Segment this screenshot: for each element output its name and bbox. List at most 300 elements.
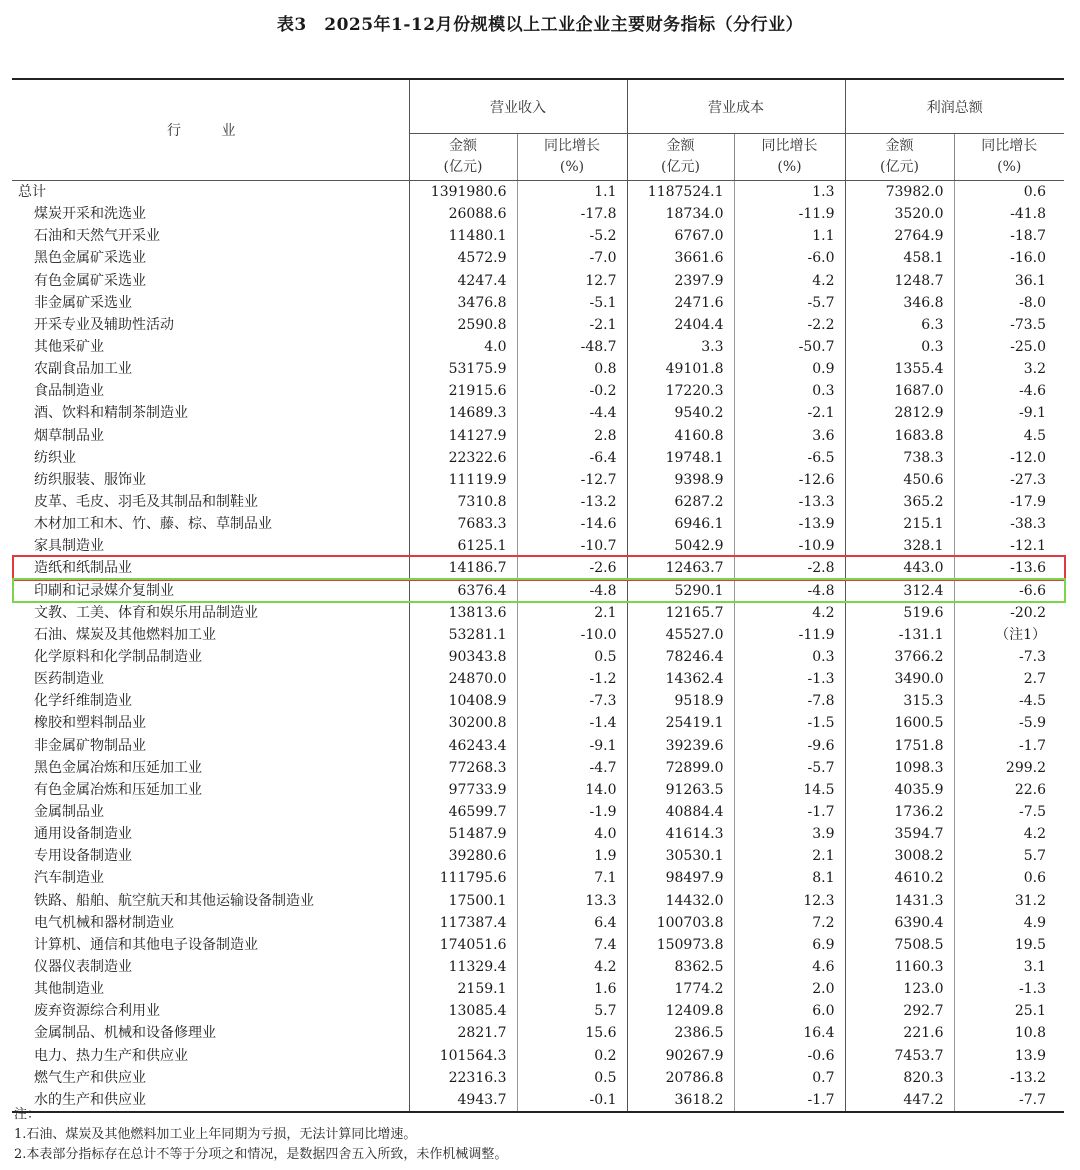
profit-growth-cell: 19.5	[1014, 936, 1046, 953]
table-row	[12, 402, 1064, 424]
cost-amount-cell: 6946.1	[627, 513, 734, 535]
growth-label: 同比增长	[981, 138, 1038, 154]
table-row	[12, 491, 1064, 513]
cost-growth-cell: 3.6	[734, 425, 845, 447]
revenue-amount-cell: 11119.9	[409, 469, 517, 491]
cost-growth-cell: 16.4	[734, 1022, 845, 1044]
revenue-amount-cell: 39280.6	[409, 845, 517, 867]
profit-amount-cell: 1600.5	[845, 712, 954, 734]
industry-name-cell: 燃气生产和供应业	[12, 1067, 409, 1089]
revenue-amount-cell: 3476.8	[409, 292, 517, 314]
cost-growth-cell: -13.3	[734, 491, 845, 513]
revenue-growth-cell: -4.7	[517, 757, 627, 779]
profit-growth-cell: （注1）	[995, 626, 1046, 643]
cost-amount-cell: 78246.4	[627, 646, 734, 668]
financial-indicators-table	[12, 78, 1064, 1113]
cost-growth-cell: 2.0	[734, 978, 845, 1000]
industry-name-cell: 皮革、毛皮、羽毛及其制品和制鞋业	[12, 491, 409, 513]
revenue-amount-cell: 2590.8	[409, 314, 517, 336]
table-row	[12, 314, 1064, 336]
industry-name-cell: 金属制品业	[12, 801, 409, 823]
revenue-growth-cell: -2.1	[517, 314, 627, 336]
table-row	[12, 1044, 1064, 1066]
revenue-growth-cell: -7.0	[517, 247, 627, 269]
profit-growth-cell: -5.9	[1019, 715, 1046, 732]
revenue-growth-cell: 15.6	[517, 1022, 627, 1044]
profit-amount-cell: 1431.3	[845, 890, 954, 912]
revenue-growth-cell: -48.7	[517, 336, 627, 358]
revenue-growth-cell: 4.0	[517, 823, 627, 845]
table-row	[12, 890, 1064, 912]
profit-amount-cell: 447.2	[845, 1089, 954, 1112]
profit-growth-cell: -12.0	[1010, 449, 1046, 466]
profit-growth-cell: -7.3	[1019, 649, 1046, 666]
cost-amount-cell: 2404.4	[627, 314, 734, 336]
industry-name-cell: 计算机、通信和其他电子设备制造业	[12, 934, 409, 956]
revenue-growth-cell: -1.2	[517, 668, 627, 690]
revenue-growth-cell: -2.6	[517, 557, 627, 579]
cost-growth-cell: 0.9	[734, 358, 845, 380]
profit-growth-cell: 31.2	[1014, 892, 1046, 909]
amount-unit: (亿元)	[661, 159, 700, 175]
revenue-growth-cell: -7.3	[517, 690, 627, 712]
revenue-amount-cell: 10408.9	[409, 690, 517, 712]
cost-growth-cell: -13.9	[734, 513, 845, 535]
profit-amount-cell: 458.1	[845, 247, 954, 269]
cost-growth-cell: 12.3	[734, 890, 845, 912]
financial-table-container	[12, 78, 1064, 1113]
table-row	[12, 823, 1064, 845]
profit-growth-cell: 25.1	[1014, 1003, 1046, 1020]
cost-amount-cell: 5290.1	[627, 580, 734, 602]
table-row	[12, 380, 1064, 402]
cost-growth-cell: -1.3	[734, 668, 845, 690]
cost-growth-cell: -1.7	[734, 801, 845, 823]
industry-name-cell: 非金属矿采选业	[12, 292, 409, 314]
cost-growth-cell: 2.1	[734, 845, 845, 867]
industry-name-cell: 废弃资源综合利用业	[12, 1000, 409, 1022]
table-row	[12, 513, 1064, 535]
profit-amount-cell: 365.2	[845, 491, 954, 513]
profit-amount-cell: 1687.0	[845, 380, 954, 402]
revenue-amount-cell: 4.0	[409, 336, 517, 358]
cost-amount-cell: 9518.9	[627, 690, 734, 712]
table-row	[12, 247, 1064, 269]
revenue-growth-cell: -0.2	[517, 380, 627, 402]
cost-growth-cell: -1.7	[734, 1089, 845, 1112]
profit-growth-cell: -7.5	[1019, 804, 1046, 820]
industry-name-cell: 化学原料和化学制品制造业	[12, 646, 409, 668]
profit-amount-cell: 3520.0	[845, 203, 954, 225]
revenue-amount-cell: 21915.6	[409, 380, 517, 402]
revenue-growth-cell: -4.8	[517, 580, 627, 602]
industry-name-cell: 黑色金属冶炼和压延加工业	[12, 757, 409, 779]
profit-amount-cell: 1683.8	[845, 425, 954, 447]
table-row	[12, 358, 1064, 380]
profit-growth-cell: -4.6	[1019, 383, 1046, 400]
cost-growth-cell: 6.9	[734, 934, 845, 956]
profit-growth-cell: 3.1	[1023, 958, 1046, 975]
revenue-amount-cell: 6125.1	[409, 535, 517, 557]
profit-growth-cell: -8.0	[1019, 294, 1046, 311]
cost-growth-cell: -50.7	[734, 336, 845, 358]
cost-growth-cell: 0.7	[734, 1067, 845, 1089]
industry-name-cell: 通用设备制造业	[12, 823, 409, 845]
revenue-growth-cell: -10.0	[517, 624, 627, 646]
cost-amount-cell: 30530.1	[627, 845, 734, 867]
profit-amount-cell: 738.3	[845, 447, 954, 469]
cost-amount-cell: 90267.9	[627, 1044, 734, 1066]
revenue-growth-cell: 0.8	[517, 358, 627, 380]
revenue-growth-cell: 12.7	[517, 270, 627, 292]
profit-amount-cell: 6.3	[845, 314, 954, 336]
table-row	[12, 668, 1064, 690]
cost-amount-cell: 41614.3	[627, 823, 734, 845]
profit-amount-cell: 519.6	[845, 602, 954, 624]
revenue-growth-cell: -5.2	[517, 225, 627, 247]
revenue-amount-cell: 4247.4	[409, 270, 517, 292]
table-row	[12, 557, 1064, 579]
table-row	[12, 225, 1064, 247]
profit-amount-cell: 1248.7	[845, 270, 954, 292]
revenue-growth-cell: -1.9	[517, 801, 627, 823]
revenue-growth-cell: 1.6	[517, 978, 627, 1000]
note-1: 1.石油、煤炭及其他燃料加工业上年同期为亏损，无法计算同比增速。	[14, 1127, 417, 1142]
cost-growth-cell: 8.1	[734, 867, 845, 889]
cost-amount-header	[627, 134, 734, 181]
revenue-amount-cell: 4572.9	[409, 247, 517, 269]
profit-amount-cell: 221.6	[845, 1022, 954, 1044]
profit-growth-cell: -6.6	[1019, 582, 1046, 599]
profit-amount-cell: 4035.9	[845, 779, 954, 801]
cost-growth-cell: 4.2	[734, 602, 845, 624]
revenue-amount-cell: 13813.6	[409, 602, 517, 624]
profit-amount-cell: 1160.3	[845, 956, 954, 978]
profit-growth-cell: -12.1	[1010, 538, 1046, 555]
revenue-growth-cell: 1.9	[517, 845, 627, 867]
industry-name-cell: 纺织服装、服饰业	[12, 469, 409, 491]
cost-amount-cell: 18734.0	[627, 203, 734, 225]
revenue-amount-cell: 46599.7	[409, 801, 517, 823]
revenue-growth-cell: 13.3	[517, 890, 627, 912]
footnotes	[14, 1105, 507, 1165]
cost-amount-cell: 100703.8	[627, 912, 734, 934]
cost-amount-cell: 20786.8	[627, 1067, 734, 1089]
table-row	[12, 580, 1064, 602]
profit-growth-cell: -41.8	[1010, 206, 1046, 223]
table-row	[12, 712, 1064, 734]
cost-amount-cell: 1187524.1	[627, 181, 734, 204]
revenue-amount-cell: 24870.0	[409, 668, 517, 690]
table-row	[12, 735, 1064, 757]
revenue-amount-cell: 14127.9	[409, 425, 517, 447]
amount-unit: (亿元)	[880, 159, 919, 175]
industry-name-cell: 黑色金属矿采选业	[12, 247, 409, 269]
revenue-growth-cell: 1.1	[517, 181, 627, 204]
industry-column-header: 行 业	[12, 79, 409, 181]
profit-amount-cell: 315.3	[845, 690, 954, 712]
cost-growth-cell: 4.2	[734, 270, 845, 292]
profit-amount-header	[845, 134, 954, 181]
profit-growth-cell: -16.0	[1010, 250, 1046, 267]
profit-growth-header	[954, 134, 1064, 181]
profit-amount-cell: 346.8	[845, 292, 954, 314]
revenue-amount-cell: 97733.9	[409, 779, 517, 801]
industry-name-cell: 金属制品、机械和设备修理业	[12, 1022, 409, 1044]
industry-name-cell: 专用设备制造业	[12, 845, 409, 867]
revenue-growth-cell: 6.4	[517, 912, 627, 934]
profit-growth-cell: -18.7	[1010, 228, 1046, 245]
industry-name-cell: 其他采矿业	[12, 336, 409, 358]
revenue-growth-cell: 7.1	[517, 867, 627, 889]
revenue-amount-cell: 11329.4	[409, 956, 517, 978]
profit-amount-cell: 3766.2	[845, 646, 954, 668]
revenue-amount-cell: 14689.3	[409, 402, 517, 424]
revenue-amount-cell: 53281.1	[409, 624, 517, 646]
industry-name-cell: 铁路、船舶、航空航天和其他运输设备制造业	[12, 890, 409, 912]
cost-amount-cell: 12165.7	[627, 602, 734, 624]
cost-amount-cell: 3.3	[627, 336, 734, 358]
profit-growth-cell: 22.6	[1014, 781, 1046, 798]
cost-growth-cell: -4.8	[734, 580, 845, 602]
revenue-growth-cell: 2.8	[517, 425, 627, 447]
profit-amount-cell: 292.7	[845, 1000, 954, 1022]
cost-growth-cell: -2.2	[734, 314, 845, 336]
cost-amount-cell: 2386.5	[627, 1022, 734, 1044]
cost-amount-cell: 1774.2	[627, 978, 734, 1000]
table-row	[12, 1067, 1064, 1089]
revenue-amount-cell: 26088.6	[409, 203, 517, 225]
revenue-amount-cell: 7683.3	[409, 513, 517, 535]
revenue-amount-cell: 53175.9	[409, 358, 517, 380]
table-row	[12, 690, 1064, 712]
industry-name-cell: 汽车制造业	[12, 867, 409, 889]
revenue-growth-cell: -6.4	[517, 447, 627, 469]
cost-growth-cell: 0.3	[734, 380, 845, 402]
profit-amount-cell: 7508.5	[845, 934, 954, 956]
revenue-amount-cell: 7310.8	[409, 491, 517, 513]
cost-growth-cell: 14.5	[734, 779, 845, 801]
profit-growth-cell: -27.3	[1010, 471, 1046, 488]
revenue-amount-cell: 2821.7	[409, 1022, 517, 1044]
profit-amount-cell: 215.1	[845, 513, 954, 535]
growth-unit: (%)	[997, 159, 1022, 175]
cost-growth-cell: -12.6	[734, 469, 845, 491]
cost-amount-cell: 5042.9	[627, 535, 734, 557]
table-row	[12, 801, 1064, 823]
table-row	[12, 336, 1064, 358]
profit-growth-cell: -13.2	[1010, 1069, 1046, 1086]
cost-amount-cell: 98497.9	[627, 867, 734, 889]
revenue-growth-cell: -17.8	[517, 203, 627, 225]
industry-name-cell: 煤炭开采和洗选业	[12, 203, 409, 225]
table-row	[12, 270, 1064, 292]
cost-growth-cell: -1.5	[734, 712, 845, 734]
cost-amount-cell: 72899.0	[627, 757, 734, 779]
table-row	[12, 602, 1064, 624]
profit-growth-cell: -1.7	[1019, 737, 1046, 754]
profit-growth-cell: -9.1	[1019, 405, 1046, 422]
table-row-total	[12, 181, 1064, 204]
profit-amount-cell: 1736.2	[845, 801, 954, 823]
revenue-amount-cell: 51487.9	[409, 823, 517, 845]
profit-growth-cell: -4.5	[1019, 693, 1046, 710]
cost-growth-cell: 6.0	[734, 1000, 845, 1022]
revenue-amount-cell: 13085.4	[409, 1000, 517, 1022]
table-row	[12, 646, 1064, 668]
profit-amount-cell: 4610.2	[845, 867, 954, 889]
table-header	[12, 79, 1064, 181]
cost-amount-cell: 39239.6	[627, 735, 734, 757]
revenue-growth-cell: -5.1	[517, 292, 627, 314]
industry-name-cell: 橡胶和塑料制品业	[12, 712, 409, 734]
industry-name-cell: 有色金属冶炼和压延加工业	[12, 779, 409, 801]
table-row	[12, 624, 1064, 646]
cost-amount-cell: 19748.1	[627, 447, 734, 469]
profit-amount-cell: 443.0	[845, 557, 954, 579]
profit-amount-cell: 312.4	[845, 580, 954, 602]
table-row	[12, 535, 1064, 557]
cost-growth-cell: 7.2	[734, 912, 845, 934]
profit-amount-cell: 123.0	[845, 978, 954, 1000]
profit-growth-cell: 2.7	[1023, 671, 1046, 688]
profit-growth-cell: 299.2	[1005, 759, 1046, 776]
table-row	[12, 934, 1064, 956]
revenue-amount-cell: 22316.3	[409, 1067, 517, 1089]
table-row	[12, 1000, 1064, 1022]
revenue-growth-cell: -10.7	[517, 535, 627, 557]
amount-label: 金额	[666, 138, 695, 154]
cost-amount-cell: 6767.0	[627, 225, 734, 247]
profit-growth-cell: 36.1	[1014, 272, 1046, 289]
revenue-growth-cell: 0.5	[517, 646, 627, 668]
profit-growth-cell: -13.6	[1010, 560, 1046, 577]
revenue-amount-cell: 22322.6	[409, 447, 517, 469]
profit-growth-cell: -20.2	[1010, 604, 1046, 621]
revenue-amount-cell: 46243.4	[409, 735, 517, 757]
table-row	[12, 867, 1064, 889]
note-2: 2.本表部分指标存在总计不等于分项之和情况，是数据四舍五入所致，未作机械调整。	[14, 1147, 508, 1162]
cost-amount-cell: 9398.9	[627, 469, 734, 491]
profit-growth-cell: 10.8	[1014, 1025, 1046, 1042]
amount-label: 金额	[885, 138, 914, 154]
profit-amount-cell: 3594.7	[845, 823, 954, 845]
revenue-growth-cell: -1.4	[517, 712, 627, 734]
revenue-growth-cell: -0.1	[517, 1089, 627, 1112]
profit-amount-cell: 3490.0	[845, 668, 954, 690]
revenue-amount-cell: 30200.8	[409, 712, 517, 734]
profit-growth-cell: -1.3	[1019, 981, 1046, 998]
revenue-amount-cell: 101564.3	[409, 1044, 517, 1066]
cost-growth-header	[734, 134, 845, 181]
revenue-amount-cell: 1391980.6	[409, 181, 517, 204]
industry-name-cell: 医药制造业	[12, 668, 409, 690]
industry-name-cell: 木材加工和木、竹、藤、棕、草制品业	[12, 513, 409, 535]
cost-amount-cell: 91263.5	[627, 779, 734, 801]
profit-growth-cell: 0.6	[1023, 870, 1046, 887]
table-row	[12, 469, 1064, 491]
revenue-growth-cell: -4.4	[517, 402, 627, 424]
revenue-growth-header	[517, 134, 627, 181]
profit-growth-cell: 5.7	[1023, 848, 1046, 865]
revenue-growth-cell: -12.7	[517, 469, 627, 491]
cost-amount-cell: 17220.3	[627, 380, 734, 402]
table-row	[12, 779, 1064, 801]
industry-name-cell: 总计	[12, 181, 409, 204]
cost-growth-cell: 1.1	[734, 225, 845, 247]
profit-growth-cell: 4.5	[1023, 427, 1046, 444]
profit-growth-cell: -73.5	[1010, 316, 1046, 333]
cost-growth-cell: -7.8	[734, 690, 845, 712]
industry-name-cell: 石油、煤炭及其他燃料加工业	[12, 624, 409, 646]
revenue-group-header: 营业收入	[409, 79, 627, 134]
profit-growth-cell: -7.7	[954, 1089, 1064, 1112]
profit-growth-cell: 0.6	[1023, 184, 1046, 201]
revenue-amount-cell: 77268.3	[409, 757, 517, 779]
cost-amount-cell: 14362.4	[627, 668, 734, 690]
revenue-growth-cell: 5.7	[517, 1000, 627, 1022]
revenue-amount-cell: 17500.1	[409, 890, 517, 912]
profit-growth-cell: 4.2	[1023, 826, 1046, 843]
profit-amount-cell: 0.3	[845, 336, 954, 358]
growth-label: 同比增长	[544, 138, 600, 154]
cost-growth-cell: -0.6	[734, 1044, 845, 1066]
table-body	[12, 181, 1064, 1112]
industry-name-cell: 烟草制品业	[12, 425, 409, 447]
profit-amount-cell: 2764.9	[845, 225, 954, 247]
cost-amount-cell: 6287.2	[627, 491, 734, 513]
industry-name-cell: 非金属矿物制品业	[12, 735, 409, 757]
cost-amount-cell: 45527.0	[627, 624, 734, 646]
growth-unit: (%)	[559, 159, 585, 175]
profit-amount-cell: 1751.8	[845, 735, 954, 757]
profit-amount-cell: 6390.4	[845, 912, 954, 934]
cost-growth-cell: 1.3	[734, 181, 845, 204]
revenue-growth-cell: -13.2	[517, 491, 627, 513]
cost-growth-cell: 4.6	[734, 956, 845, 978]
industry-name-cell: 电气机械和器材制造业	[12, 912, 409, 934]
table-row	[12, 912, 1064, 934]
note-heading: 注：	[14, 1107, 41, 1122]
profit-amount-cell: 1098.3	[845, 757, 954, 779]
revenue-growth-cell: 0.5	[517, 1067, 627, 1089]
profit-amount-cell: 73982.0	[845, 181, 954, 204]
cost-amount-cell: 4160.8	[627, 425, 734, 447]
profit-growth-cell: 4.9	[1023, 914, 1046, 931]
revenue-growth-cell: -9.1	[517, 735, 627, 757]
cost-amount-cell: 2397.9	[627, 270, 734, 292]
industry-name-cell: 食品制造业	[12, 380, 409, 402]
cost-amount-cell: 49101.8	[627, 358, 734, 380]
revenue-amount-cell: 111795.6	[409, 867, 517, 889]
cost-growth-cell: 0.3	[734, 646, 845, 668]
amount-label: 金额	[449, 138, 477, 154]
revenue-amount-cell: 4943.7	[409, 1089, 517, 1112]
cost-amount-cell: 9540.2	[627, 402, 734, 424]
cost-growth-cell: -10.9	[734, 535, 845, 557]
industry-name-cell: 其他制造业	[12, 978, 409, 1000]
revenue-growth-cell: -14.6	[517, 513, 627, 535]
cost-amount-cell: 14432.0	[627, 890, 734, 912]
cost-amount-cell: 12409.8	[627, 1000, 734, 1022]
profit-group-header: 利润总额	[845, 79, 1064, 134]
cost-growth-cell: -5.7	[734, 292, 845, 314]
growth-unit: (%)	[777, 159, 802, 175]
revenue-growth-cell: 4.2	[517, 956, 627, 978]
cost-growth-cell: -6.0	[734, 247, 845, 269]
profit-growth-cell: 3.2	[1023, 361, 1046, 378]
industry-name-cell: 开采专业及辅助性活动	[12, 314, 409, 336]
